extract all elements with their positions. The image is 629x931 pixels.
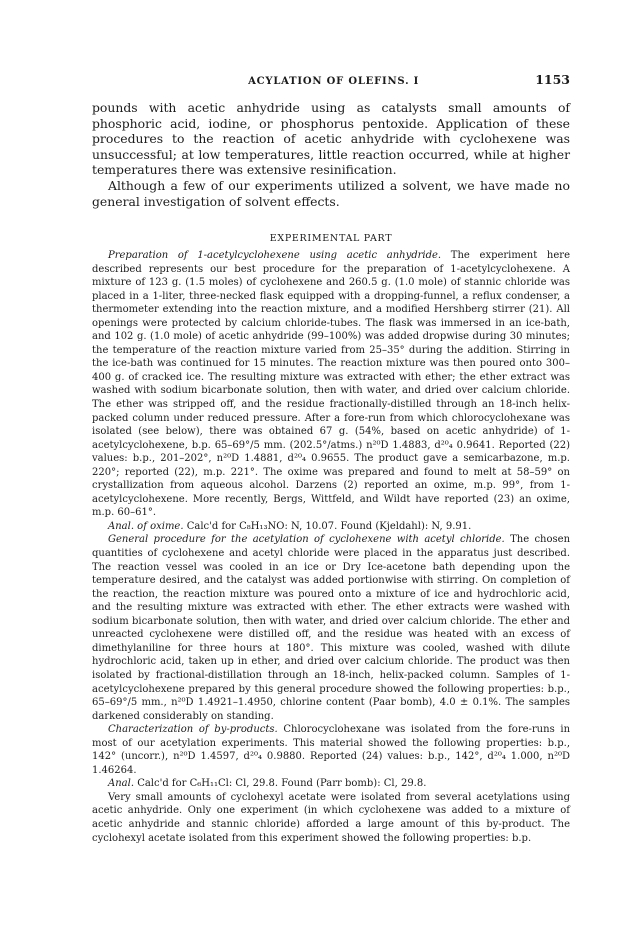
paragraph-lead: Preparation of 1-acetylcyclohexene using acetic anhydride.	[108, 250, 442, 261]
experimental-section	[92, 249, 570, 845]
paragraph-chloride-analysis	[92, 777, 570, 791]
paragraph-text: Very small amounts of cyclohexyl acetate were isolated from several acetylations using acetic anhydride. Only one experiment (in which cyclohexene was added to a mixture of acetic anhydride and stannic chloride) afforded a large amount of this by-product. The cyclohexyl acetate isolated from this experiment showed the following properties: b.p.	[92, 791, 570, 844]
paragraph-oxime-analysis	[92, 520, 570, 534]
paragraph-general-procedure	[92, 533, 570, 723]
page-number: 1153	[535, 72, 570, 87]
paragraph-text: The experiment here described represents our best procedure for the preparation of 1-acetylcyclohexene. A mixture of 123 g. (1.5 moles) of cyclohexene and 260.5 g. (1.0 mole) of stannic chloride was placed in a 1-liter, three-necked flask equipped with a dropping-funnel, a reflux condenser, a thermometer extending into the reaction mixture, and a modified Hershberg stirrer (21). All openings were protected by calcium chloride-tubes. The flask was immersed in an ice-bath, and 102 g. (1.0 mole) of acetic anhydride (99–100%) was added dropwise during 30 minutes; the temperature of the reaction mixture varied from 25–35° during the addition. Stirring in the ice-bath was continued for 15 minutes. The reaction mixture was then poured onto 300–400 g. of cracked ice. The resulting mixture was extracted with ether; the ether extract was washed with sodium bicarbonate solution, then with water, and dried over calcium chloride. The ether was stripped off, and the residue fractionally-distilled through an 18-inch helix-packed column under reduced pressure. After a fore-run from which chlorocyclohexane was isolated (see below), there was obtained 67 g. (54%, based on acetic anhydride) of 1-acetylcyclohexene, b.p. 65–69°/5 mm. (202.5°/atms.) n²⁰D 1.4883, d²⁰₄ 0.9641. Reported (22) values: b.p., 201–202°, n²⁰D 1.4881, d²⁰₄ 0.9655. The product gave a semicarbazone, m.p. 220°; reported (22), m.p. 221°. The oxime was prepared and found to melt at 58–59° on crystallization from aqueous alcohol. Darzens (2) reported an oxime, m.p. 99°, from 1-acetylcyclohexene. More recently, Bergs, Wittfeld, and Wildt have reported (23) an oxime, m.p. 60–61°.	[92, 250, 570, 519]
paragraph-lead: Characterization of by-products.	[108, 724, 278, 736]
intro-text	[92, 100, 570, 209]
paragraph-text: The chosen quantities of cyclohexene and acetyl chloride were placed in the apparatus just described. The reaction vessel was cooled in an ice or Dry Ice-acetone bath depending upon the temperature desired, and the catalyst was added portionwise with stirring. On completion of the reaction, the reaction mixture was poured onto a mixture of ice and hydrochloric acid, and the resulting mixture was extracted with ether. The ether extracts were washed with sodium bicarbonate solution, then with water, and dried over calcium chloride. The ether and unreacted cyclohexene were distilled off, and the residue was heated with an excess of dimethylaniline for three hours at 180°. This mixture was cooled, washed with dilute hydrochloric acid, taken up in ether, and dried over calcium chloride. The product was then isolated by fractional-distillation through an 18-inch, helix-packed column. Samples of 1-acetylcyclohexene prepared by this general procedure showed the following properties: b.p., 65–69°/5 mm., n²⁰D 1.4921–1.4950, chlorine content (Paar bomb), 4.0 ± 0.1%. The samples darkened considerably on standing.	[92, 534, 571, 722]
page-header	[92, 72, 570, 87]
paragraph-text: Calc'd for C₈H₁₃NO: N, 10.07. Found (Kjeldahl): N, 9.91.	[183, 520, 472, 532]
intro-paragraph: Although a few of our experiments utilized a solvent, we have made no general investigation of solvent effects.	[92, 177, 570, 209]
paragraph-lead: Anal.	[108, 778, 135, 790]
paragraph-lead: General procedure for the acetylation of cyclohexene with acetyl chloride.	[108, 534, 505, 546]
paragraph-lead: Anal. of oxime.	[108, 520, 184, 532]
paragraph-text: Chlorocyclohexane was isolated from the fore-runs in most of our acetylation experiments. This material showed the following properties: b.p., 142° (uncorr.), n²⁰D 1.4597, d²⁰₄ 0.9880. Reported (24) values: b.p., 142°, d²⁰₄ 1.000, n²⁰D 1.46264.	[92, 724, 571, 776]
paragraph-preparation	[92, 249, 570, 520]
paragraph-cyclohexyl-acetate	[92, 791, 570, 845]
paragraph-text: Calc'd for C₆H₁₁Cl: Cl, 29.8. Found (Parr bomb): Cl, 29.8.	[134, 778, 427, 790]
section-heading: EXPERIMENTAL PART	[269, 233, 393, 244]
running-title: ACYLATION OF OLEFINS. I	[248, 76, 420, 87]
intro-paragraph: pounds with acetic anhydride using as catalysts small amounts of phosphoric acid, iodine, or phosphorus pentoxide. Application of these procedures to the reaction of acetic anhydride with cyclohexene was unsuccessful; at low temperatures, little reaction occurred, while at higher temperatures there was extensive resinification.	[92, 100, 570, 178]
paragraph-by-products	[92, 723, 570, 777]
